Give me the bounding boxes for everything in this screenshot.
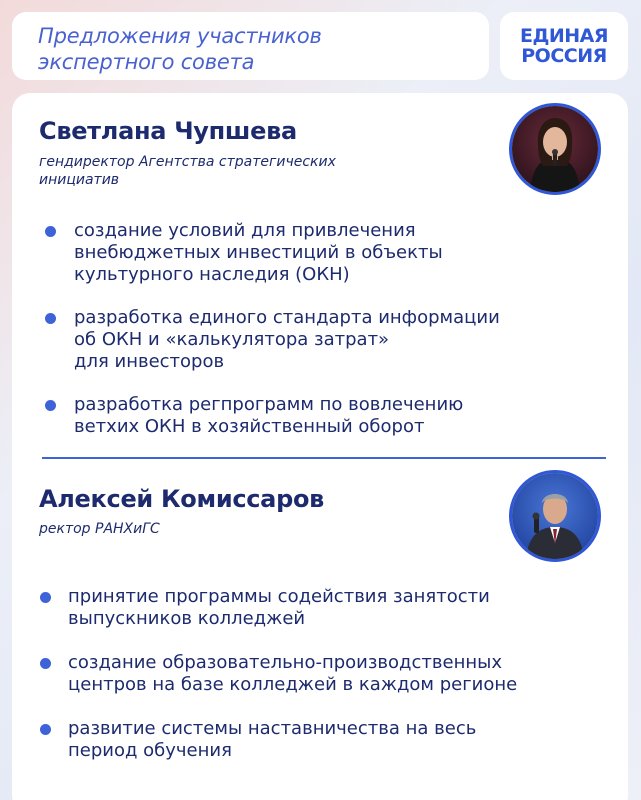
expert-role bbox=[39, 153, 336, 189]
list-item bbox=[42, 718, 517, 762]
list-item bbox=[42, 307, 500, 373]
bullet-dot-icon bbox=[45, 226, 56, 237]
list-item-line: принятие программы содействия занятости bbox=[68, 586, 490, 607]
header-title-line2: экспертного совета bbox=[38, 50, 255, 74]
logo-line2: РОССИЯ bbox=[521, 45, 607, 67]
bullet-dot-icon bbox=[40, 724, 51, 735]
list-item-line: культурного наследия (ОКН) bbox=[74, 264, 350, 285]
list-item-line: создание условий для привлечения bbox=[74, 220, 416, 241]
expert-photo-avatar bbox=[509, 103, 601, 195]
list-item-line: внебюджетных инвестиций в объекты bbox=[74, 242, 443, 263]
list-item bbox=[42, 394, 500, 438]
expert-role-line: инициатив bbox=[39, 172, 120, 188]
list-item-line: разработка регпрограмм по вовлечению bbox=[74, 394, 464, 415]
list-item-line: для инвесторов bbox=[74, 351, 225, 372]
bullet-dot-icon bbox=[40, 658, 51, 669]
list-item-line: ветхих ОКН в хозяйственный оборот bbox=[74, 416, 425, 437]
proposals-list bbox=[42, 220, 500, 438]
expert-photo-avatar bbox=[509, 470, 601, 562]
header-title-box bbox=[12, 12, 489, 80]
bullet-dot-icon bbox=[45, 313, 56, 324]
list-item-line: выпускников колледжей bbox=[68, 608, 306, 629]
logo-line1: ЕДИНАЯ bbox=[519, 25, 609, 47]
list-item bbox=[42, 220, 500, 286]
expert-name: Светлана Чупшева bbox=[39, 117, 297, 145]
list-item-line: об ОКН и «калькулятора затрат» bbox=[74, 329, 390, 350]
list-item-line: создание образовательно-производственных bbox=[68, 652, 502, 673]
list-item bbox=[42, 652, 517, 696]
expert-role-line: гендиректор Агентства стратегических bbox=[39, 154, 336, 170]
bullet-dot-icon bbox=[45, 400, 56, 411]
proposals-list bbox=[42, 586, 517, 762]
woman-portrait-icon bbox=[512, 106, 598, 192]
list-item-line: развитие системы наставничества на весь bbox=[68, 718, 477, 739]
header-title-line1: Предложения участников bbox=[38, 24, 322, 48]
man-portrait-icon bbox=[512, 473, 598, 559]
experts-card bbox=[12, 93, 628, 800]
united-russia-logo bbox=[500, 12, 628, 80]
section-divider bbox=[42, 457, 606, 459]
list-item-line: центров на базе колледжей в каждом регионе bbox=[68, 674, 518, 695]
list-item-line: период обучения bbox=[68, 740, 232, 761]
list-item-line: разработка единого стандарта информации bbox=[74, 307, 500, 328]
expert-role: ректор РАНХиГС bbox=[39, 521, 160, 537]
list-item bbox=[42, 586, 517, 630]
bullet-dot-icon bbox=[40, 592, 51, 603]
expert-name: Алексей Комиссаров bbox=[39, 485, 325, 513]
